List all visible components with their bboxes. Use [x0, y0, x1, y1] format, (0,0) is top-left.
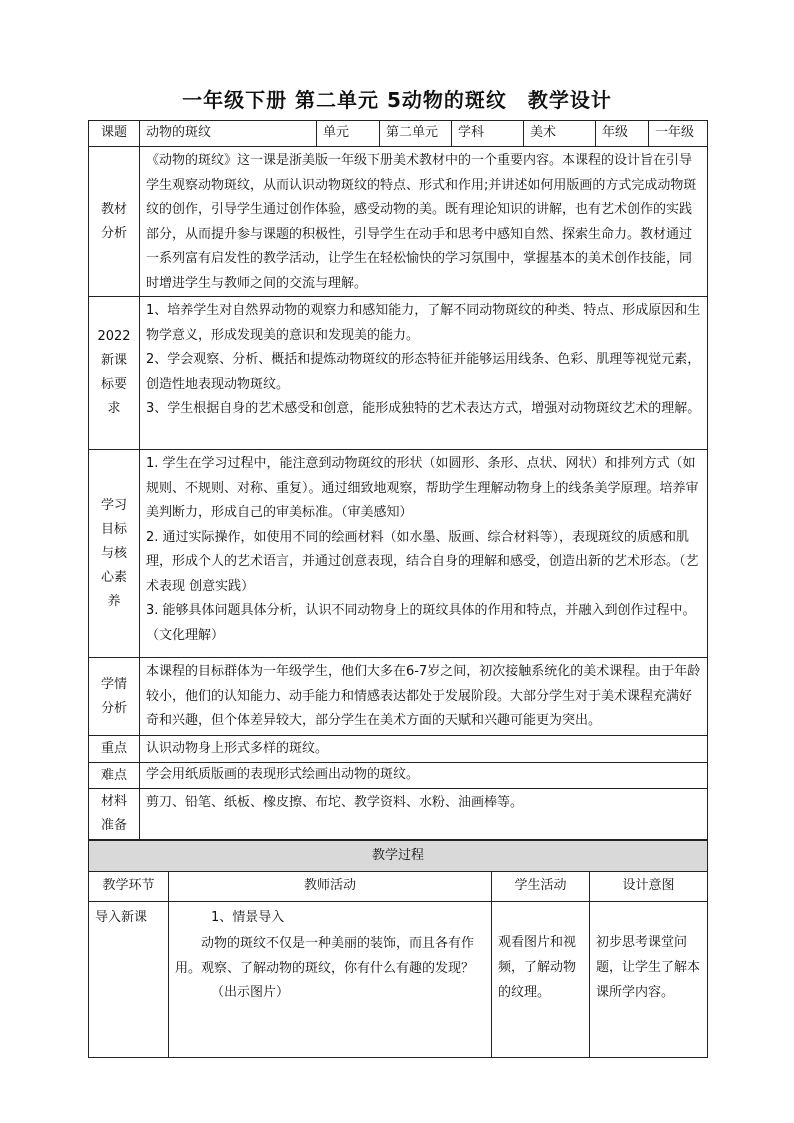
- teacher-line: （出示图片）: [211, 984, 290, 1000]
- teacher-line: 动物的斑纹不仅是一种美丽的装饰，而且各有作用。观察、了解动物的斑纹，你有什么有趣的发现？: [175, 935, 475, 976]
- process-row: [89, 902, 708, 1058]
- intent-cell: [590, 902, 708, 1058]
- process-heading-row: [89, 841, 708, 872]
- section-label: [89, 789, 140, 840]
- section-label-text: 重点: [100, 741, 127, 756]
- teacher-cell: [169, 902, 492, 1058]
- intent-text: 初步思考课堂问题，让学生了解本课所学内容。: [596, 935, 701, 1000]
- unit-value: 第二单元: [380, 121, 452, 147]
- col-student: 学生活动: [492, 872, 590, 902]
- section-row: [89, 297, 708, 450]
- teacher-line: 1、情景导入: [211, 910, 285, 925]
- topic-label: 课题: [89, 121, 140, 147]
- section-label: [89, 658, 140, 736]
- section-label: [89, 297, 140, 450]
- col-stage: 教学环节: [89, 872, 169, 902]
- section-content-text: 剪刀、铅笔、纸板、橡皮擦、布坨、教学资料、水粉、油画棒等。: [146, 795, 524, 810]
- stage-cell: [89, 902, 169, 1058]
- unit-label: 单元: [317, 121, 380, 147]
- section-content: [140, 736, 708, 763]
- section-label: [89, 147, 140, 297]
- grade-label: 年级: [596, 121, 649, 147]
- section-content: [140, 763, 708, 789]
- section-content-text: 《动物的斑纹》这一课是浙美版一年级下册美术教材中的一个重要内容。本课程的设计旨在引导学生观察动物斑纹，从而认识动物斑纹的特点、形式和作用;并讲述如何用版画的方式完成动物斑纹的创作，引导学生通过创作体验，感受动物的美。既有理论知识的讲解，也有艺术创作的实践部分，从而提升参与课题的积极性，引导学生在动手和思考中感知自然、探索生命力。教材通过一系列富有启发性的教学活动，让学生在轻松愉快的学习氛围中，掌握基本的美术创作技能，同时增进学生与教师之间的交流与理解。: [146, 153, 697, 291]
- section-row: [89, 789, 708, 840]
- section-label-text: 2022 新课 标要 求: [97, 329, 131, 416]
- section-row: [89, 763, 708, 789]
- topic-value: 动物的斑纹: [140, 121, 317, 147]
- section-content-text: 1. 学生在学习过程中，能注意到动物斑纹的形状（如圆形、条形、点状、网状）和排列方式（如规则、不规则、对称、重复）。通过细致地观察，帮助学生理解动物身上的线条美学原理。培养审美判断力，形成自己的审美标准。（审美感知） 2. 通过实际操作，如使用不同的绘画材料（如水墨、版画、综合材料等），表现斑纹的质感和肌理，形成个人的艺术语言，并通过创意表现，结合自身的理解和感受，创造出新的艺术形态。（艺术表现 创意实践） 3. 能够具体问题具体分析，认识不同动物身上的斑纹具体的作用和特点，并融入到创作过程中。（文化理解）: [146, 456, 699, 643]
- process-heading: 教学过程: [89, 841, 708, 872]
- col-teacher: 教师活动: [169, 872, 492, 902]
- lesson-info-table: [88, 120, 708, 840]
- process-columns-row: [89, 872, 708, 902]
- student-cell: [492, 902, 590, 1058]
- section-content-text: 认识动物身上形式多样的斑纹。: [146, 740, 329, 756]
- stage-text: 导入新课: [95, 910, 148, 925]
- section-content: [140, 147, 708, 297]
- section-label-text: 难点: [100, 767, 127, 783]
- page-title: 一年级下册 第二单元 5动物的斑纹 教学设计: [182, 88, 612, 112]
- subject-label: 学科: [452, 121, 524, 147]
- section-label-text: 教材 分析: [100, 201, 127, 241]
- section-row: [89, 147, 708, 297]
- subject-value: 美术: [524, 121, 596, 147]
- teaching-process-table: [88, 840, 708, 1058]
- grade-value: 一年级: [649, 121, 708, 147]
- section-content-text: 本课程的目标群体为一年级学生，他们大多在6-7岁之间，初次接触系统化的美术课程。由于年龄较小，他们的认知能力、动手能力和情感表达都处于发展阶段。大部分学生对于美术课程充满好奇和兴趣，但个体差异较大，部分学生在美术方面的天赋和兴趣可能更为突出。: [146, 664, 701, 728]
- section-label-text: 学情 分析: [100, 676, 127, 716]
- section-row: [89, 450, 708, 658]
- section-label-text: 学习 目标 与核 心素 养: [100, 497, 127, 609]
- section-content-text: 学会用纸质版画的表现形式绘画出动物的斑纹。: [146, 767, 420, 783]
- info-row: [89, 121, 708, 147]
- section-content: [140, 789, 708, 840]
- section-content: [140, 450, 708, 658]
- section-row: [89, 736, 708, 763]
- col-intent: 设计意图: [590, 872, 708, 902]
- section-row: [89, 658, 708, 736]
- section-content-text: 1、培养学生对自然界动物的观察力和感知能力，了解不同动物斑纹的种类、特点、形成原因和生物学意义，形成发现美的意识和发现美的能力。 2、学会观察、分析、概括和提炼动物斑纹的形态特征并能够运用线条、色彩、肌理等视觉元素，创造性地表现动物斑纹。 3、学生根据自身的艺术感受和创意，能形成独特的艺术表达方式，增强对动物斑纹艺术的理解。: [146, 303, 701, 416]
- section-label: [89, 763, 140, 789]
- student-text: 观看图片和视频，了解动物的纹理。: [498, 935, 577, 1000]
- section-label: [89, 450, 140, 658]
- section-label-text: 材料 准备: [100, 794, 127, 833]
- section-content: [140, 658, 708, 736]
- section-content: [140, 297, 708, 450]
- section-label: [89, 736, 140, 763]
